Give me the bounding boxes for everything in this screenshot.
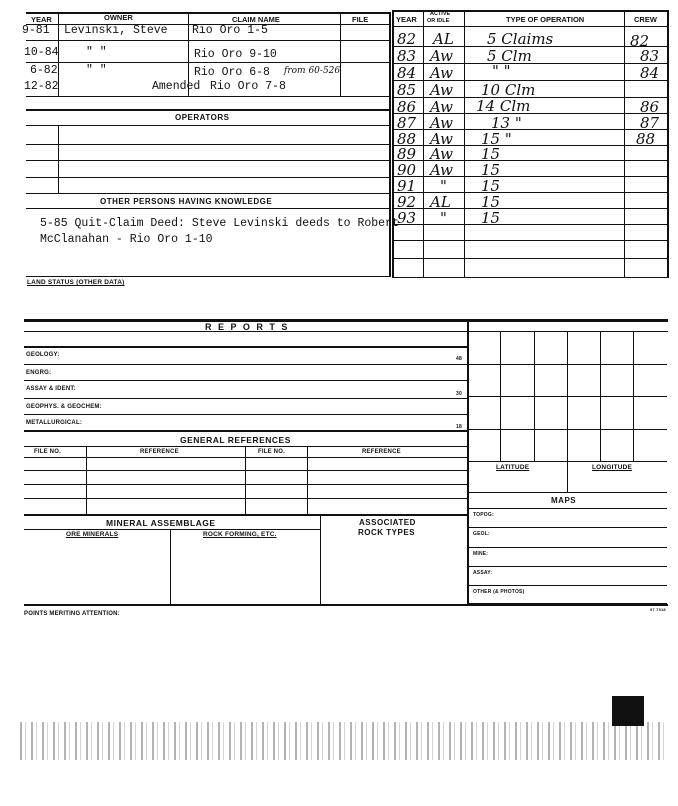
op-type: " " (492, 62, 511, 80)
report-number: 30 (456, 391, 462, 397)
op-crew: 84 (640, 64, 660, 82)
claim-year: 12-82 (24, 80, 59, 93)
op-crew: 87 (640, 114, 660, 132)
claim-year: 10-84 (24, 46, 59, 59)
op-status: AL (433, 30, 454, 48)
op-crew: 86 (640, 98, 660, 116)
claim-name-header: CLAIM NAME (232, 15, 280, 24)
op-status: " (440, 209, 447, 227)
claim-owner: " " (86, 64, 107, 77)
report-number: 18 (456, 424, 462, 430)
op-type: 15 " (481, 130, 512, 148)
map-assay-label: ASSAY: (473, 570, 493, 576)
op-year: 89 (397, 145, 417, 163)
owner-header: OWNER (104, 13, 133, 22)
map-geol-label: GEOL: (473, 531, 490, 537)
op-year: 88 (397, 130, 417, 148)
reference-header: REFERENCE (362, 449, 401, 455)
scan-artifact-band (20, 722, 665, 760)
report-label: GEOPHYS. & GEOCHEM: (26, 404, 102, 410)
report-label: ENGRG: (26, 370, 52, 376)
claim-name: Rio Oro 9-10 (194, 48, 277, 61)
claim-name: Rio Oro 7-8 (210, 80, 286, 93)
op-type: 5 Clm (487, 47, 532, 65)
rock-types-header: ROCK TYPES (358, 528, 416, 537)
file-no-header: FILE NO. (258, 449, 285, 455)
op-status: Aw (430, 64, 453, 82)
op-year: 82 (397, 30, 417, 48)
op-year: 86 (397, 98, 417, 116)
file-no-header: FILE NO. (34, 449, 61, 455)
claim-name: Rio Oro 6-8 (194, 66, 270, 79)
claim-owner: " " (86, 46, 107, 59)
op-status: Aw (430, 161, 453, 179)
associated-header: ASSOCIATED (359, 518, 416, 527)
op-type: 13 " (491, 114, 522, 132)
scan-artifact-block (612, 696, 644, 726)
claims-year-header: YEAR (31, 15, 52, 24)
longitude-label: LONGITUDE (592, 464, 633, 471)
op-year: 90 (397, 161, 417, 179)
op-type: 15 (481, 209, 501, 227)
ops-year-header: YEAR (396, 15, 417, 24)
op-status: Aw (430, 81, 453, 99)
op-status: Aw (430, 130, 453, 148)
active-header: ACTIVE (430, 11, 451, 17)
report-label: METALLURGICAL: (26, 420, 83, 426)
land-status-label: LAND STATUS (OTHER DATA) (27, 279, 125, 286)
op-year: 83 (397, 47, 417, 65)
op-type: 15 (481, 177, 501, 195)
rock-forming-header: ROCK FORMING, ETC. (203, 531, 277, 538)
other-persons-label: OTHER PERSONS HAVING KNOWLEDGE (100, 197, 273, 206)
report-number: 48 (456, 356, 462, 362)
claim-year: 9-81 (22, 24, 50, 37)
quitclaim-line-1: 5-85 Quit-Claim Deed: Steve Levinski deeds to Robert (40, 217, 399, 230)
op-type: 15 (481, 161, 501, 179)
operators-label: OPERATORS (175, 113, 230, 122)
op-crew: 88 (636, 130, 656, 148)
op-type: 15 (481, 145, 501, 163)
claim-owner: Amended (152, 80, 201, 93)
op-status: Aw (430, 98, 453, 116)
map-other-label: OTHER (& PHOTOS) (473, 589, 525, 595)
quitclaim-line-2: McClanahan - Rio Oro 1-10 (40, 233, 213, 246)
op-year: 93 (397, 209, 417, 227)
op-status: " (440, 177, 447, 195)
claim-year: 6-82 (30, 64, 58, 77)
op-year: 91 (397, 177, 417, 195)
op-type: 5 Claims (487, 30, 554, 48)
op-year: 85 (397, 81, 417, 99)
op-status: Aw (430, 145, 453, 163)
reference-header: REFERENCE (140, 449, 179, 455)
file-header: FILE (352, 15, 369, 24)
map-mine-label: MINE: (473, 551, 489, 557)
idle-header: OR IDLE (427, 18, 450, 24)
op-year: 92 (397, 193, 417, 211)
op-type: 15 (481, 193, 501, 211)
map-topog-label: TOPOG: (473, 512, 494, 518)
op-status: Aw (430, 114, 453, 132)
claim-note: from 60-526 (284, 66, 341, 76)
op-status: AL (430, 193, 451, 211)
op-year: 87 (397, 114, 417, 132)
claim-owner: Levinski, Steve (64, 24, 168, 37)
points-meriting-attention-label: POINTS MERITING ATTENTION: (24, 611, 120, 617)
op-type: 10 Clm (481, 81, 536, 99)
op-status: Aw (430, 47, 453, 65)
mineral-assemblage-title: MINERAL ASSEMBLAGE (106, 518, 216, 528)
ore-minerals-header: ORE MINERALS (66, 531, 119, 538)
op-crew: 83 (640, 47, 660, 65)
op-type: 14 Clm (476, 97, 531, 115)
crew-header: CREW (634, 15, 657, 24)
report-label: GEOLOGY: (26, 352, 60, 358)
reports-title: R E P O R T S (205, 322, 290, 332)
latitude-label: LATITUDE (496, 464, 530, 471)
type-of-operation-header: TYPE OF OPERATION (506, 15, 585, 24)
general-references-title: GENERAL REFERENCES (180, 435, 291, 445)
op-year: 84 (397, 64, 417, 82)
maps-title: MAPS (551, 496, 577, 505)
op-crew: 82 (630, 32, 650, 50)
report-label: ASSAY & IDENT: (26, 386, 76, 392)
form-number: 97 7918 (650, 607, 666, 612)
claim-name: Rio Oro 1-5 (192, 24, 268, 37)
